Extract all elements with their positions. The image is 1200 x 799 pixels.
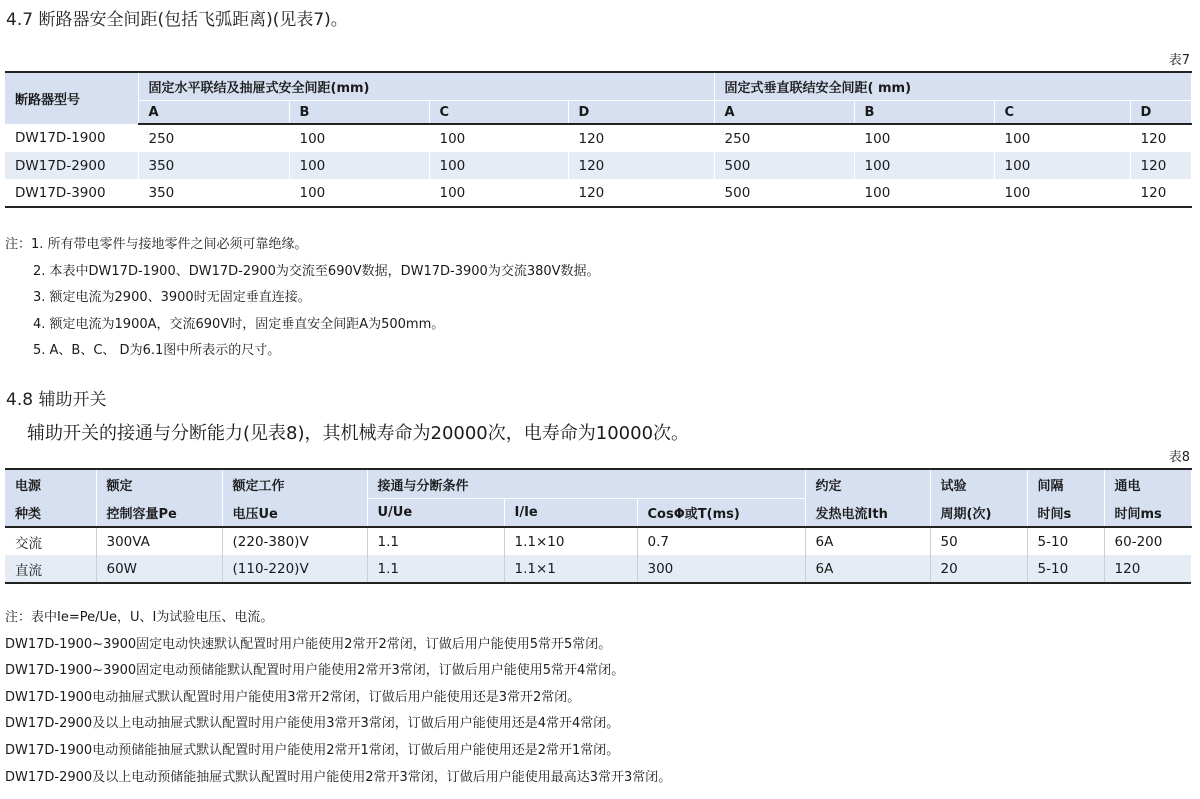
cell-value: 100: [854, 152, 994, 179]
header-power-on-2: 时间ms: [1104, 499, 1191, 528]
header-ith: 约定: [805, 469, 930, 499]
cell-value: 300VA: [96, 527, 222, 555]
note-line: 2. 本表中DW17D-1900、DW17D-2900为交流至690V数据，DW17D-3900为交流380V数据。: [33, 263, 600, 279]
cell-model: DW17D-2900: [5, 152, 138, 179]
cell-value: 100: [429, 179, 568, 207]
header-voltage: 额定工作: [222, 469, 367, 499]
cell-source: 直流: [5, 555, 96, 583]
note-line: 5. A、B、C、 D为6.1图中所表示的尺寸。: [33, 343, 281, 359]
cell-value: 1.1: [367, 555, 504, 583]
cell-value: 100: [854, 124, 994, 152]
note-line: 4. 额定电流为1900A，交流690V时，固定垂直安全间距A为500mm。: [33, 316, 445, 332]
table7-safety-distance: [5, 71, 1192, 208]
table-row: [5, 555, 1191, 583]
header-col-d: D: [1130, 101, 1191, 125]
cell-value: 20: [930, 555, 1027, 583]
cell-value: 250: [714, 124, 854, 152]
note-line: DW17D-1900电动抽屉式默认配置时用户能使用3常开2常闭，订做后用户能使用还是3常开2常闭。: [5, 689, 581, 705]
table7-label: 表7: [1168, 53, 1190, 68]
header-make-break-condition: 接通与分断条件: [367, 469, 805, 499]
cell-value: 100: [429, 152, 568, 179]
header-interval: 间隔: [1027, 469, 1104, 499]
section-intro: 辅助开关的接通与分断能力(见表8)，其机械寿命为20000次，电寿命为10000次。: [27, 423, 690, 444]
table8-label: 表8: [1168, 450, 1190, 465]
cell-value: 60W: [96, 555, 222, 583]
note-line: DW17D-1900~3900固定电动预储能默认配置时用户能使用2常开3常闭，订做后用户能使用5常开4常闭。: [5, 663, 625, 679]
cell-value: 350: [138, 152, 289, 179]
header-col-b: B: [289, 101, 429, 125]
header-cycle: 试验: [930, 469, 1027, 499]
cell-value: 500: [714, 152, 854, 179]
note-line: 注：表中Ie=Pe/Ue，U、I为试验电压、电流。: [5, 610, 274, 625]
table-row: [5, 124, 1191, 152]
table-row: [5, 152, 1191, 179]
section-title-4-7: 4.7 断路器安全间距(包括飞弧距离)(见表7)。: [6, 10, 348, 30]
cell-value: 100: [289, 124, 429, 152]
table8-notes: [5, 605, 671, 791]
header-voltage-2: 电压Ue: [222, 499, 367, 528]
cell-value: (220-380)V: [222, 527, 367, 555]
cell-source: 交流: [15, 535, 42, 552]
header-i-ie: I/Ie: [504, 499, 637, 528]
header-source-2: 种类: [5, 499, 96, 528]
cell-value: 120: [1130, 152, 1191, 179]
cell-value: 1.1: [367, 527, 504, 555]
header-ith-2: 发热电流Ith: [805, 499, 930, 528]
cell-value: 5-10: [1027, 555, 1104, 583]
cell-value: 6A: [805, 555, 930, 583]
cell-value: 1.1×10: [504, 527, 637, 555]
cell-value: 100: [289, 179, 429, 207]
cell-value: 500: [714, 179, 854, 207]
header-cos-t: CosΦ或T(ms): [637, 499, 805, 528]
cell-value: 0.7: [637, 527, 805, 555]
header-source: 电源: [5, 469, 96, 499]
header-u-ue: U/Ue: [367, 499, 504, 528]
cell-value: 120: [1130, 179, 1191, 207]
cell-value: 120: [1130, 124, 1191, 152]
cell-value: (110-220)V: [222, 555, 367, 583]
cell-value: 100: [429, 124, 568, 152]
cell-value: 120: [1104, 555, 1191, 583]
header-col-d: D: [568, 101, 714, 125]
cell-model: DW17D-3900: [5, 179, 138, 207]
cell-value: 100: [994, 179, 1130, 207]
cell-value: 60-200: [1104, 527, 1191, 555]
note-line: 3. 额定电流为2900、3900时无固定垂直连接。: [33, 290, 311, 306]
note-line: DW17D-2900及以上电动预储能抽屉式默认配置时用户能使用2常开3常闭，订做后用户能使用最高达3常开3常闭。: [5, 769, 672, 785]
cell-value: 50: [930, 527, 1027, 555]
table7-notes: [5, 232, 600, 365]
header-col-b: B: [854, 101, 994, 125]
cell-value: 6A: [805, 527, 930, 555]
header-vertical-group: 固定式垂直联结安全间距( mm): [714, 72, 1191, 101]
header-col-a: A: [714, 101, 854, 125]
header-cycle-2: 周期(次): [930, 499, 1027, 528]
header-rated: 额定: [96, 469, 222, 499]
header-horizontal-group: 固定水平联结及抽屉式安全间距(mm): [138, 72, 714, 101]
table8-aux-switch: [5, 468, 1192, 584]
table-row: [5, 527, 1191, 555]
header-model: 断路器型号: [5, 72, 138, 124]
header-col-c: C: [429, 101, 568, 125]
cell-value: 350: [138, 179, 289, 207]
note-line: 注：1. 所有带电零件与接地零件之间必须可靠绝缘。: [5, 237, 308, 252]
header-power-on: 通电: [1104, 469, 1191, 499]
header-rated-2: 控制容量Pe: [96, 499, 222, 528]
cell-value: 5-10: [1027, 527, 1104, 555]
cell-value: 120: [568, 124, 714, 152]
header-col-a: A: [138, 101, 289, 125]
header-col-c: C: [994, 101, 1130, 125]
note-line: DW17D-1900电动预储能抽屉式默认配置时用户能使用2常开1常闭，订做后用户能使用还是2常开1常闭。: [5, 742, 620, 758]
cell-value: 1.1×1: [504, 555, 637, 583]
cell-value: 100: [854, 179, 994, 207]
cell-value: 120: [568, 179, 714, 207]
cell-value: 100: [994, 152, 1130, 179]
cell-value: 250: [138, 124, 289, 152]
header-interval-2: 时间s: [1027, 499, 1104, 528]
section-title-4-8: 4.8 辅助开关: [6, 390, 107, 410]
cell-value: 120: [568, 152, 714, 179]
note-line: DW17D-1900~3900固定电动快速默认配置时用户能使用2常开2常闭，订做后用户能使用5常开5常闭。: [5, 636, 612, 652]
note-line: DW17D-2900及以上电动抽屉式默认配置时用户能使用3常开3常闭，订做后用户能使用还是4常开4常闭。: [5, 716, 620, 732]
cell-value: 300: [637, 555, 805, 583]
cell-value: 100: [994, 124, 1130, 152]
cell-model: DW17D-1900: [5, 124, 138, 152]
cell-value: 100: [289, 152, 429, 179]
table-row: [5, 179, 1191, 207]
